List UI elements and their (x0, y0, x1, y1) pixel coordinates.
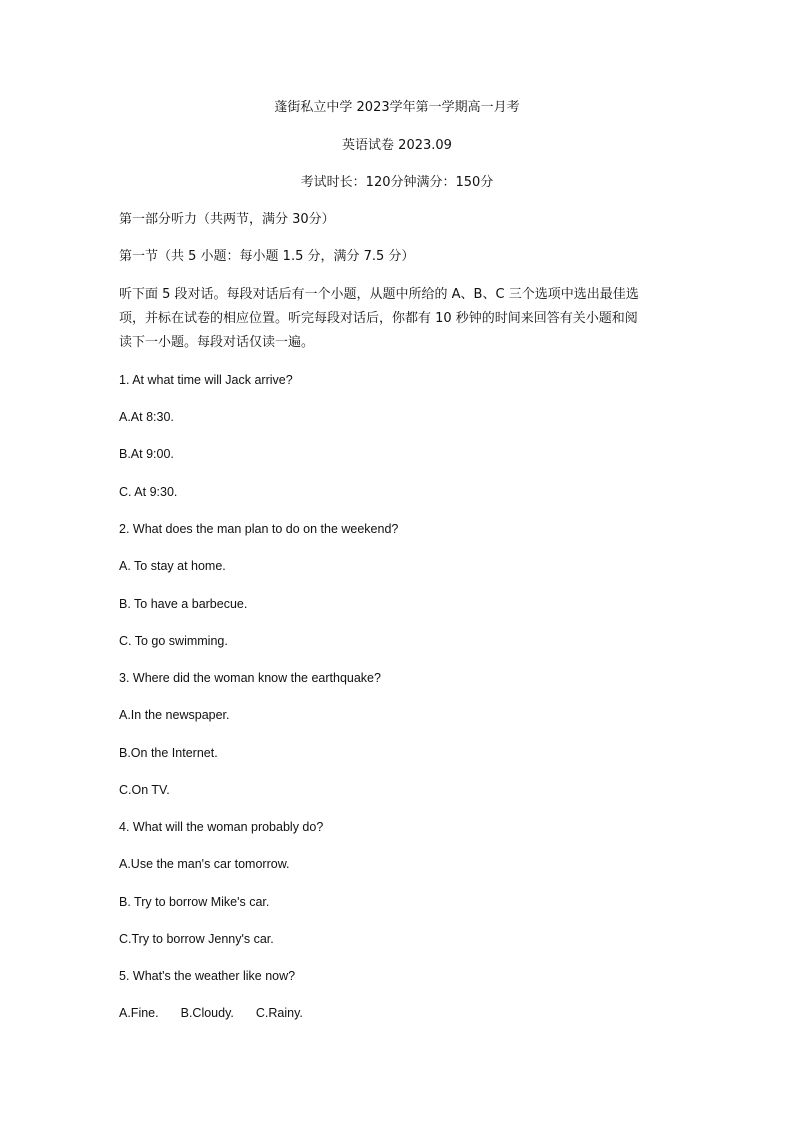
question-3-option-a: A.In the newspaper. (119, 708, 230, 722)
exam-info: 考试时长：120分钟满分：150分 (300, 175, 494, 190)
question-5-option-c: C.Rainy. (255, 1006, 303, 1020)
instruction-line: 听下面 5 段对话。每段对话后有一个小题，从题中所给的 A、B、C 三个选项中选出最佳选 (119, 287, 639, 302)
question-4-option-a: A.Use the man's car tomorrow. (119, 857, 290, 871)
question-4: 4. What will the woman probably do? (119, 820, 324, 834)
question-4-option-b: B. Try to borrow Mike's car. (119, 895, 270, 909)
subsection-heading: 第一节（共 5 小题：每小题 1.5 分，满分 7.5 分） (119, 249, 415, 264)
question-5-option-b: B.Cloudy. (180, 1006, 234, 1020)
exam-title: 蓬街私立中学 2023学年第一学期高一月考 (274, 100, 520, 115)
instruction-line: 项，并标在试卷的相应位置。听完每段对话后，你都有 10 秒钟的时间来回答有关小题和阅 (119, 311, 638, 326)
question-4-option-c: C.Try to borrow Jenny's car. (119, 932, 274, 946)
question-3-option-b: B.On the Internet. (119, 746, 218, 760)
question-5-options (119, 1001, 303, 1025)
question-5: 5. What's the weather like now? (119, 969, 296, 983)
instructions (119, 283, 679, 355)
question-1-option-a: A.At 8:30. (119, 410, 174, 424)
exam-subtitle: 英语试卷 2023.09 (342, 138, 452, 153)
question-2-option-b: B. To have a barbecue. (119, 597, 248, 611)
question-5-option-a: A.Fine. (119, 1006, 159, 1020)
part-heading: 第一部分听力（共两节，满分 30分） (119, 212, 335, 227)
question-1: 1. At what time will Jack arrive? (119, 373, 293, 387)
instruction-line: 读下一小题。每段对话仅读一遍。 (119, 335, 315, 350)
question-3-option-c: C.On TV. (119, 783, 170, 797)
question-3: 3. Where did the woman know the earthquake? (119, 671, 381, 685)
question-1-option-c: C. At 9:30. (119, 485, 178, 499)
question-2: 2. What does the man plan to do on the weekend? (119, 522, 399, 536)
question-2-option-c: C. To go swimming. (119, 634, 228, 648)
question-1-option-b: B.At 9:00. (119, 447, 174, 461)
question-2-option-a: A. To stay at home. (119, 559, 226, 573)
